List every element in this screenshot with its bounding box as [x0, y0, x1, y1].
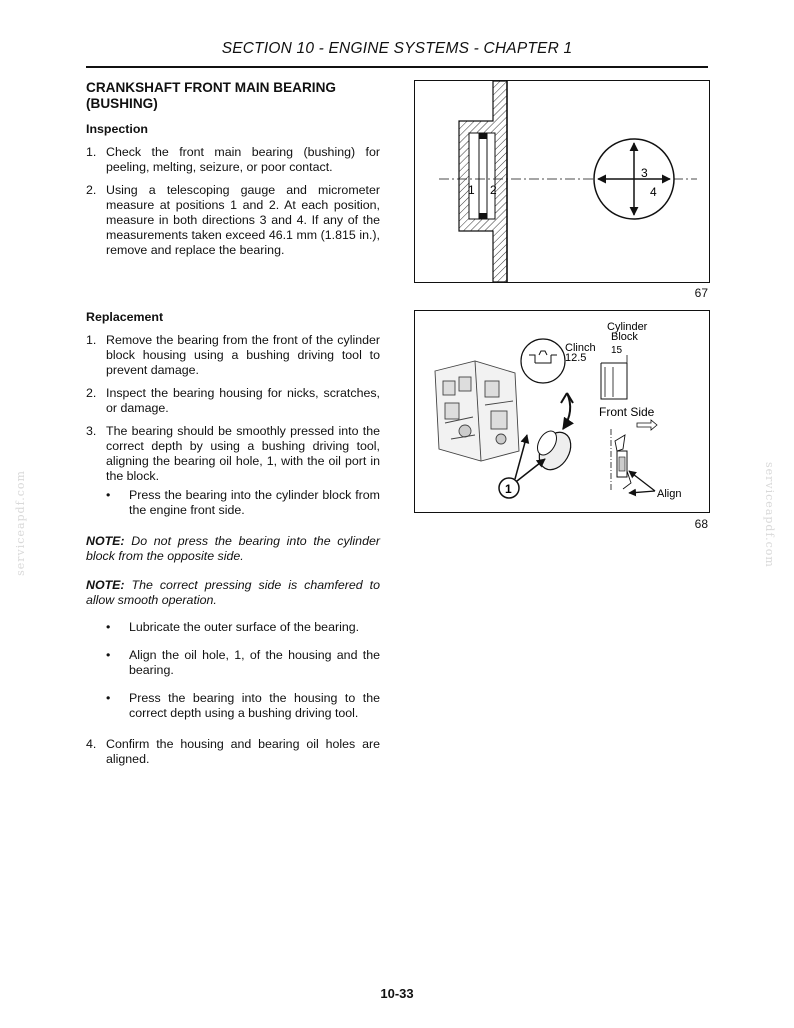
clinch-value: 12.5: [565, 352, 587, 364]
engine-block-illustration: [435, 361, 519, 461]
inspection-steps: [86, 145, 380, 258]
bullet-lubricate: [86, 620, 380, 635]
inspection-step-2: [86, 183, 380, 258]
note-text: Do not press the bearing into the cylinder block from the opposite side.: [86, 534, 380, 563]
bearing-installation-diagram: [415, 311, 709, 512]
bullet-press: [86, 691, 380, 721]
note-2: [86, 578, 380, 608]
step-number: 3.: [86, 424, 97, 438]
callout-1-label: 1: [505, 482, 512, 496]
inspection-section: [86, 80, 380, 258]
direction-3-label: 3: [641, 166, 648, 180]
bullet-text: Press the bearing into the cylinder block from the engine front side.: [129, 488, 380, 517]
step-number: 4.: [86, 737, 97, 751]
figure-67-number: 67: [694, 286, 708, 300]
step-text: Check the front main bearing (bushing) for peeling, melting, seizure, or poor contact.: [106, 145, 380, 174]
step-number: 1.: [86, 333, 97, 347]
replacement-subheading: Replacement: [86, 310, 164, 324]
position-2-label: 2: [490, 183, 497, 197]
bullet-text: Align the oil hole, 1, of the housing and the bearing.: [129, 648, 380, 677]
header-rule: [86, 66, 708, 68]
align-label: Align: [657, 488, 682, 500]
step-number: 1.: [86, 145, 97, 159]
step-text: The bearing should be smoothly pressed into the correct depth by using a bushing driving tool, aligning the bearing oil hole, 1, with the oil port in the block.: [106, 424, 380, 483]
position-1-label: 1: [468, 183, 475, 197]
cylinder-label: Cylinder: [607, 321, 648, 333]
bullet-dot: •: [106, 620, 111, 634]
section-header: SECTION 10 - ENGINE SYSTEMS - CHAPTER 1: [221, 40, 573, 57]
step-text: Inspect the bearing housing for nicks, scratches, or damage.: [106, 386, 380, 415]
note-label: NOTE:: [86, 578, 125, 592]
step-3-bullet: [86, 488, 380, 518]
inspection-step-1: [86, 145, 380, 175]
replacement-step-3: [86, 424, 380, 484]
watermark-right: serviceapdf.com: [763, 462, 776, 568]
block-value: 15: [611, 345, 623, 356]
bullet-dot: •: [106, 488, 111, 502]
replacement-section: [86, 310, 380, 767]
step-text: Remove the bearing from the front of the cylinder block housing using a bushing driving tool to prevent damage.: [106, 333, 380, 377]
figure-68-number: 68: [694, 517, 708, 531]
step-number: 2.: [86, 183, 97, 197]
section-heading-line1: CRANKSHAFT FRONT MAIN BEARING: [86, 80, 336, 95]
bullet-text: Lubricate the outer surface of the bearing.: [129, 620, 360, 634]
clinch-label: Clinch: [565, 342, 596, 354]
figure-68-bearing-installation: [414, 310, 710, 513]
note-label: NOTE:: [86, 534, 125, 548]
replacement-step-1: [86, 333, 380, 378]
bullet-dot: •: [106, 648, 111, 662]
front-side-label: Front Side: [599, 405, 655, 419]
step-text: Confirm the housing and bearing oil holes are aligned.: [106, 737, 380, 766]
section-heading-line2: (BUSHING): [86, 96, 158, 111]
block-label: Block: [611, 331, 638, 343]
note-1: [86, 534, 380, 564]
bullet-text: Press the bearing into the housing to the correct depth using a bushing driving tool.: [129, 691, 380, 720]
direction-4-label: 4: [650, 185, 657, 199]
page-number: 10-33: [380, 986, 414, 1001]
replacement-step-4: [86, 737, 380, 767]
bearing-cross-section-diagram: [415, 81, 709, 282]
figure-67-bearing-measurement: [414, 80, 710, 283]
note-text: The correct pressing side is chamfered to allow smooth operation.: [86, 578, 380, 607]
watermark-left: serviceapdf.com: [14, 470, 27, 576]
bullet-align: [86, 648, 380, 678]
replacement-step-2: [86, 386, 380, 416]
bullet-dot: •: [106, 691, 111, 705]
step-text: Using a telescoping gauge and micrometer measure at positions 1 and 2. At each position, measure in both directions 3 and 4. If any of the measurements taken exceed 46.1 mm (1.815 in.), remove and replace the bearing.: [106, 183, 380, 257]
inspection-subheading: Inspection: [86, 122, 148, 136]
step-number: 2.: [86, 386, 97, 400]
